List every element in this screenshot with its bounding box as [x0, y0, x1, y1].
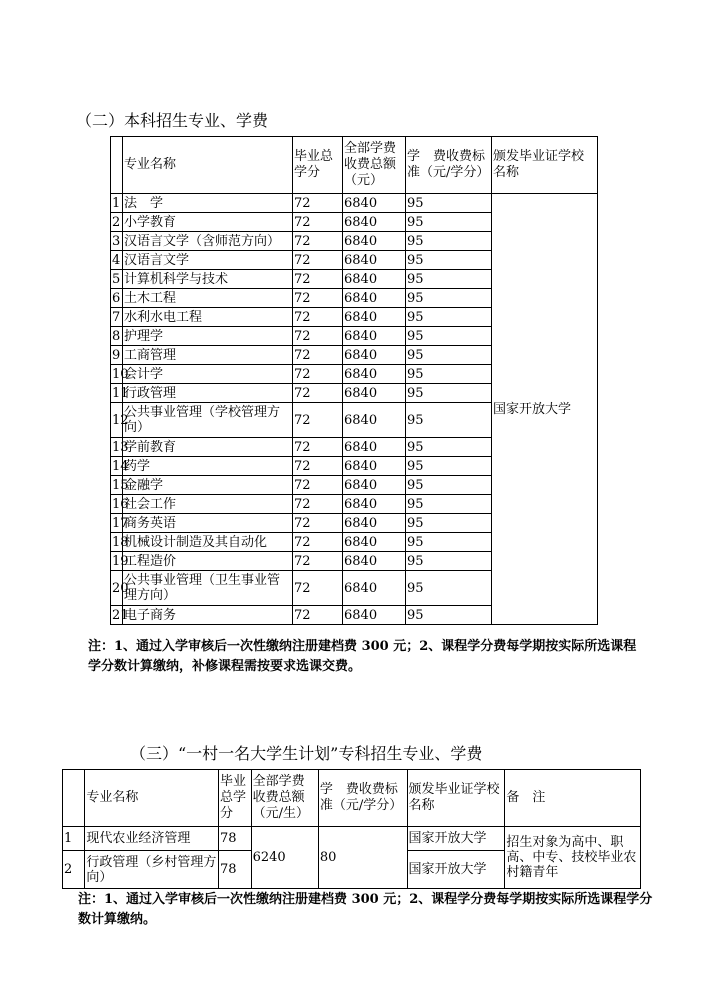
row-total-fee: 6840: [343, 533, 406, 552]
total-fee-value: 6240: [251, 827, 318, 889]
table-header-row: [111, 137, 598, 194]
row-total-fee: 6840: [343, 571, 406, 606]
table-row: [111, 194, 598, 213]
row-per-credit: 95: [406, 289, 492, 308]
row-credits: 72: [293, 495, 343, 514]
header-remark: 备 注: [505, 770, 641, 827]
row-credits: 78: [218, 851, 251, 889]
row-total-fee: 6840: [343, 213, 406, 232]
row-major: 行政管理（乡村管理方向）: [85, 851, 219, 889]
row-total-fee: 6840: [343, 365, 406, 384]
row-major: 公共事业管理（卫生事业管理方向）: [123, 571, 293, 606]
row-total-fee: 6840: [343, 251, 406, 270]
row-per-credit: 95: [406, 346, 492, 365]
row-credits: 72: [293, 289, 343, 308]
row-per-credit: 95: [406, 606, 492, 625]
header-per-credit: 学 费收费标准（元/学分）: [318, 770, 407, 827]
junior-college-fee-table: [62, 769, 641, 889]
row-major: 土木工程: [123, 289, 293, 308]
row-per-credit: 95: [406, 514, 492, 533]
row-major: 电子商务: [123, 606, 293, 625]
table-row: [63, 827, 641, 851]
row-number: 8: [111, 327, 123, 346]
row-major: 工程造价: [123, 552, 293, 571]
row-per-credit: 95: [406, 552, 492, 571]
header-school: 颁发毕业证学校名称: [492, 137, 598, 194]
row-credits: 72: [293, 213, 343, 232]
row-credits: 72: [293, 308, 343, 327]
row-total-fee: 6840: [343, 438, 406, 457]
row-credits: 72: [293, 606, 343, 625]
row-number: 5: [111, 270, 123, 289]
row-number: 9: [111, 346, 123, 365]
row-per-credit: 95: [406, 194, 492, 213]
row-credits: 72: [293, 457, 343, 476]
row-credits: 72: [293, 365, 343, 384]
school-name-value: 国家开放大学: [492, 194, 598, 625]
section2-heading: （二）本科招生专业、学费: [76, 111, 269, 130]
row-number: 4: [111, 251, 123, 270]
row-per-credit: 95: [406, 384, 492, 403]
row-major: 药学: [123, 457, 293, 476]
row-total-fee: 6840: [343, 606, 406, 625]
row-major: 小学教育: [123, 213, 293, 232]
remark-value: 招生对象为高中、职高、中专、技校毕业农村籍青年: [505, 827, 641, 889]
row-number: 2: [63, 851, 85, 889]
row-number: 19: [112, 553, 129, 569]
section3-note: 注：1、通过入学审核后一次性缴纳注册建档费 300 元；2、课程学分费每学期按实际所选课程学分数计算缴纳。: [78, 892, 653, 927]
header-per-credit: 学 费收费标准（元/学分）: [406, 137, 492, 194]
row-credits: 72: [293, 327, 343, 346]
row-number: 21: [112, 607, 129, 623]
row-number: 2: [111, 213, 123, 232]
row-major: 金融学: [123, 476, 293, 495]
row-major: 机械设计制造及其自动化: [123, 533, 293, 552]
header-major: 专业名称: [123, 137, 293, 194]
row-per-credit: 95: [406, 533, 492, 552]
row-major: 汉语言文学（含师范方向）: [123, 232, 293, 251]
row-credits: 72: [293, 270, 343, 289]
row-credits: 72: [293, 514, 343, 533]
row-per-credit: 95: [406, 457, 492, 476]
undergraduate-fee-table: [110, 136, 598, 625]
row-credits: 72: [293, 476, 343, 495]
row-total-fee: 6840: [343, 308, 406, 327]
row-per-credit: 95: [406, 476, 492, 495]
row-credits: 72: [293, 384, 343, 403]
header-credits: 毕业总学分: [218, 770, 251, 827]
header-number: [63, 770, 85, 827]
section3-heading: （三）“一村一名大学生计划”专科招生专业、学费: [130, 744, 483, 763]
row-total-fee: 6840: [343, 270, 406, 289]
row-number: 17: [112, 515, 129, 531]
header-credits: 毕业总学分: [293, 137, 343, 194]
header-total-fee: 全部学费收费总额（元）: [343, 137, 406, 194]
row-school: 国家开放大学: [407, 827, 505, 851]
row-per-credit: 95: [406, 327, 492, 346]
row-school: 国家开放大学: [407, 851, 505, 889]
row-total-fee: 6840: [343, 476, 406, 495]
row-total-fee: 6840: [343, 289, 406, 308]
row-major: 会计学: [123, 365, 293, 384]
row-major: 行政管理: [123, 384, 293, 403]
row-major: 工商管理: [123, 346, 293, 365]
row-major: 商务英语: [123, 514, 293, 533]
row-total-fee: 6840: [343, 327, 406, 346]
row-per-credit: 95: [406, 495, 492, 514]
row-major: 法 学: [123, 194, 293, 213]
row-number: 6: [111, 289, 123, 308]
row-major: 社会工作: [123, 495, 293, 514]
row-number: 1: [63, 827, 85, 851]
row-number: 15: [112, 477, 129, 493]
row-total-fee: 6840: [343, 346, 406, 365]
row-per-credit: 95: [406, 571, 492, 606]
row-credits: 72: [293, 251, 343, 270]
header-school: 颁发毕业证学校名称: [407, 770, 505, 827]
header-major: 专业名称: [85, 770, 219, 827]
row-per-credit: 95: [406, 403, 492, 438]
row-credits: 72: [293, 571, 343, 606]
row-credits: 72: [293, 346, 343, 365]
row-total-fee: 6840: [343, 403, 406, 438]
row-number: 3: [111, 232, 123, 251]
row-total-fee: 6840: [343, 232, 406, 251]
row-credits: 72: [293, 438, 343, 457]
row-per-credit: 95: [406, 213, 492, 232]
row-per-credit: 95: [406, 365, 492, 384]
row-credits: 72: [293, 194, 343, 213]
row-number: 11: [112, 385, 129, 401]
per-credit-value: 80: [318, 827, 407, 889]
row-total-fee: 6840: [343, 457, 406, 476]
row-total-fee: 6840: [343, 514, 406, 533]
table-header-row: [63, 770, 641, 827]
row-credits: 72: [293, 533, 343, 552]
row-major: 现代农业经济管理: [85, 827, 219, 851]
row-per-credit: 95: [406, 308, 492, 327]
row-number: 1: [111, 194, 123, 213]
row-major: 计算机科学与技术: [123, 270, 293, 289]
row-major: 护理学: [123, 327, 293, 346]
row-number: 13: [112, 439, 129, 455]
row-number: 16: [112, 496, 129, 512]
row-major: 公共事业管理（学校管理方向）: [123, 403, 293, 438]
row-major: 水利水电工程: [123, 308, 293, 327]
row-total-fee: 6840: [343, 194, 406, 213]
row-per-credit: 95: [406, 270, 492, 289]
row-number: 10: [112, 366, 129, 382]
row-number: 12: [111, 403, 123, 438]
row-total-fee: 6840: [343, 495, 406, 514]
row-total-fee: 6840: [343, 552, 406, 571]
row-total-fee: 6840: [343, 384, 406, 403]
row-per-credit: 95: [406, 232, 492, 251]
header-number: [111, 137, 123, 194]
row-major: 汉语言文学: [123, 251, 293, 270]
row-per-credit: 95: [406, 251, 492, 270]
row-number: 20: [111, 571, 123, 606]
header-total-fee: 全部学费收费总额（元/生）: [251, 770, 318, 827]
row-credits: 78: [218, 827, 251, 851]
row-credits: 72: [293, 552, 343, 571]
row-number: 7: [111, 308, 123, 327]
section2-note: 注：1、通过入学审核后一次性缴纳注册建档费 300 元；2、课程学分费每学期按实际所选课程学分数计算缴纳，补修课程需按要求选课交费。: [88, 639, 637, 674]
row-number: 18: [112, 534, 129, 550]
row-per-credit: 95: [406, 438, 492, 457]
row-credits: 72: [293, 232, 343, 251]
row-major: 学前教育: [123, 438, 293, 457]
row-number: 14: [112, 458, 129, 474]
row-credits: 72: [293, 403, 343, 438]
